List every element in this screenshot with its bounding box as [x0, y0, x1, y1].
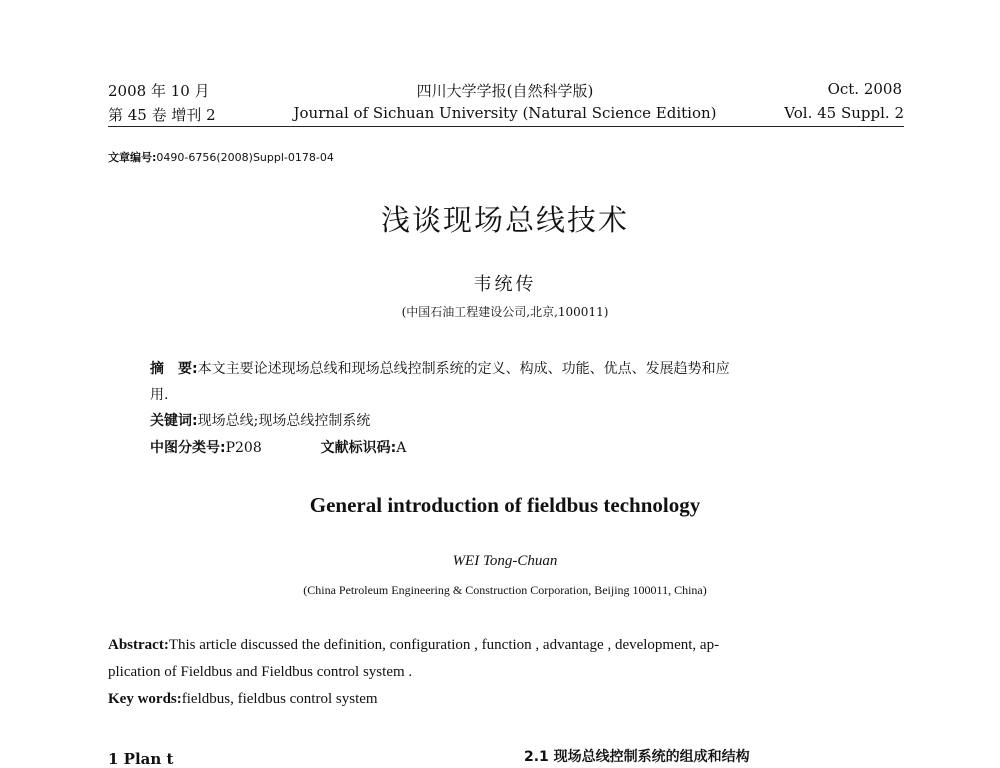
classification-value: P208: [225, 440, 262, 456]
abstract-en-line2: plication of Fieldbus and Fieldbus control system .: [108, 664, 413, 680]
abstract-en-text: This article discussed the definition, configuration , function , advantage , development, ap-: [168, 637, 720, 653]
doc-code-value: A: [396, 440, 407, 456]
author-en: WEI Tong-Chuan: [452, 553, 558, 569]
header-volume-en: Vol. 45 Suppl. 2: [784, 104, 904, 122]
keywords-cn-text: 现场总线;现场总线控制系统: [197, 413, 371, 429]
keywords-en-label: Key words:: [108, 691, 182, 707]
header-journal-en: Journal of Sichuan University (Natural Science Edition): [293, 104, 717, 122]
classification-row: [150, 437, 406, 457]
abstract-cn-line2: 用.: [150, 387, 169, 403]
title-cn: 浅谈现场总线技术: [380, 203, 630, 237]
title-en: General introduction of fieldbus technology: [309, 493, 701, 517]
keywords-en: [108, 691, 378, 708]
header-journal-cn: 四川大学学报(自然科学版): [416, 82, 594, 100]
keywords-cn: [150, 410, 370, 430]
keywords-en-text: fieldbus, fieldbus control system: [181, 691, 378, 707]
abstract-en-label: Abstract:: [108, 637, 169, 653]
section-heading-partial-left: 1 Plan t: [108, 750, 174, 768]
article-id-value: 0490-6756(2008)Suppl-0178-04: [156, 151, 334, 164]
affiliation-cn: (中国石油工程建设公司,北京,100011): [401, 305, 609, 319]
abstract-cn-label: 摘 要:: [150, 361, 198, 377]
abstract-cn: [150, 358, 730, 378]
header-date-en: Oct. 2008: [827, 80, 902, 98]
article-id-label: 文章编号:: [108, 151, 157, 164]
affiliation-en: (China Petroleum Engineering & Construction Corporation, Beijing 100011, China): [303, 583, 707, 597]
header-date-cn: 2008 年 10 月: [108, 82, 210, 100]
header-rule: [108, 126, 904, 127]
classification-label: 中图分类号:: [150, 440, 226, 456]
abstract-en: [108, 637, 719, 654]
header-volume-cn: 第 45 卷 增刊 2: [108, 106, 216, 124]
keywords-cn-label: 关键词:: [150, 413, 198, 429]
section-heading-partial-right-text: 2.1 现场总线控制系统的组成和结构: [524, 749, 750, 765]
author-cn: 韦统传: [473, 274, 537, 295]
article-id: [108, 149, 334, 165]
doc-code-label: 文献标识码:: [320, 440, 397, 456]
abstract-cn-text: 本文主要论述现场总线和现场总线控制系统的定义、构成、功能、优点、发展趋势和应: [197, 361, 730, 377]
section-heading-partial-right: [524, 746, 750, 766]
